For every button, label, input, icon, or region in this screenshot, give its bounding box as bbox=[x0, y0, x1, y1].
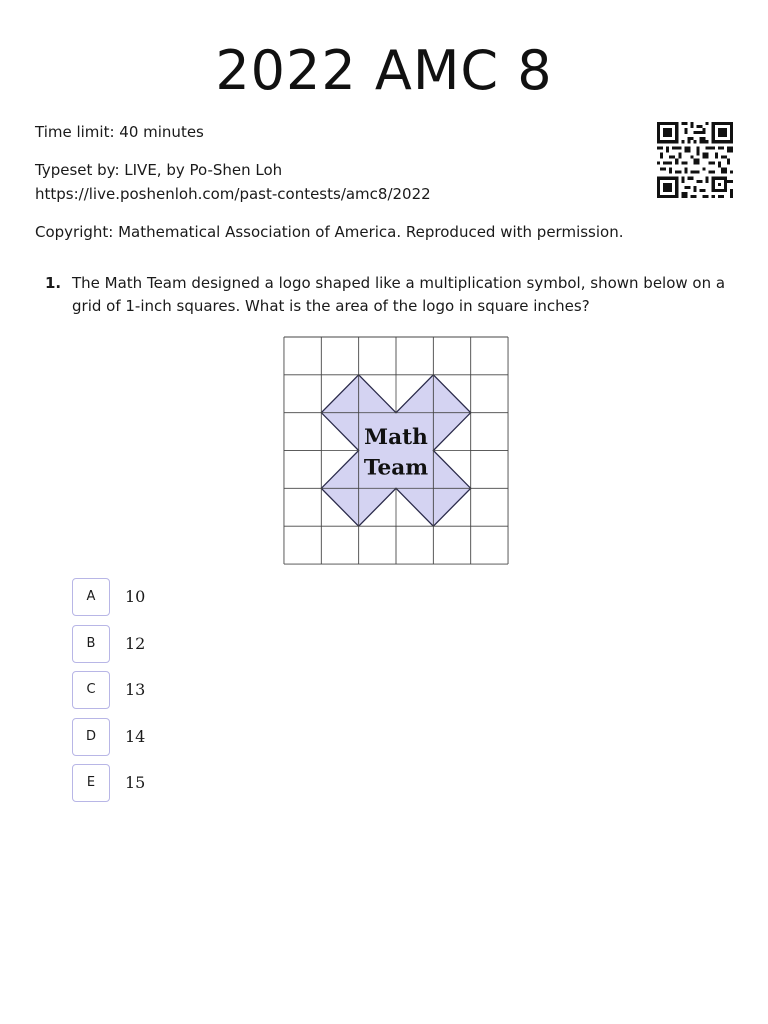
question-number: 1. bbox=[45, 274, 62, 292]
choice-value: 10 bbox=[125, 587, 146, 606]
choice-value: 12 bbox=[125, 634, 146, 653]
time-limit: Time limit: 40 minutes bbox=[35, 123, 204, 141]
choice-letter-button[interactable]: D bbox=[72, 718, 110, 756]
math-team-logo-figure bbox=[282, 334, 510, 568]
choice-b[interactable] bbox=[72, 625, 272, 663]
typeset-by: Typeset by: LIVE, by Po-Shen Loh bbox=[35, 161, 283, 179]
choice-letter-button[interactable]: E bbox=[72, 764, 110, 802]
qr-code-icon[interactable] bbox=[657, 121, 733, 199]
choice-letter-button[interactable]: C bbox=[72, 671, 110, 709]
choice-value: 13 bbox=[125, 680, 146, 699]
choice-value: 14 bbox=[125, 727, 146, 746]
choice-value: 15 bbox=[125, 773, 146, 792]
logo-label-team: Team bbox=[363, 455, 429, 481]
copyright-notice: Copyright: Mathematical Association of America. Reproduced with permission. bbox=[35, 223, 624, 241]
choice-a[interactable] bbox=[72, 578, 272, 616]
choice-d[interactable] bbox=[72, 718, 272, 756]
page-title: 2022 AMC 8 bbox=[215, 39, 553, 102]
choice-letter-button[interactable]: A bbox=[72, 578, 110, 616]
question-text: The Math Team designed a logo shaped like a multiplication symbol, shown below on a grid of 1-inch squares. What is the area of the logo in square inches? bbox=[72, 274, 726, 315]
logo-label-math: Math bbox=[364, 425, 428, 451]
choice-c[interactable] bbox=[72, 671, 272, 709]
choice-e[interactable] bbox=[72, 764, 272, 802]
choice-letter-button[interactable]: B bbox=[72, 625, 110, 663]
contest-url[interactable]: https://live.poshenloh.com/past-contests/amc8/2022 bbox=[35, 185, 431, 203]
